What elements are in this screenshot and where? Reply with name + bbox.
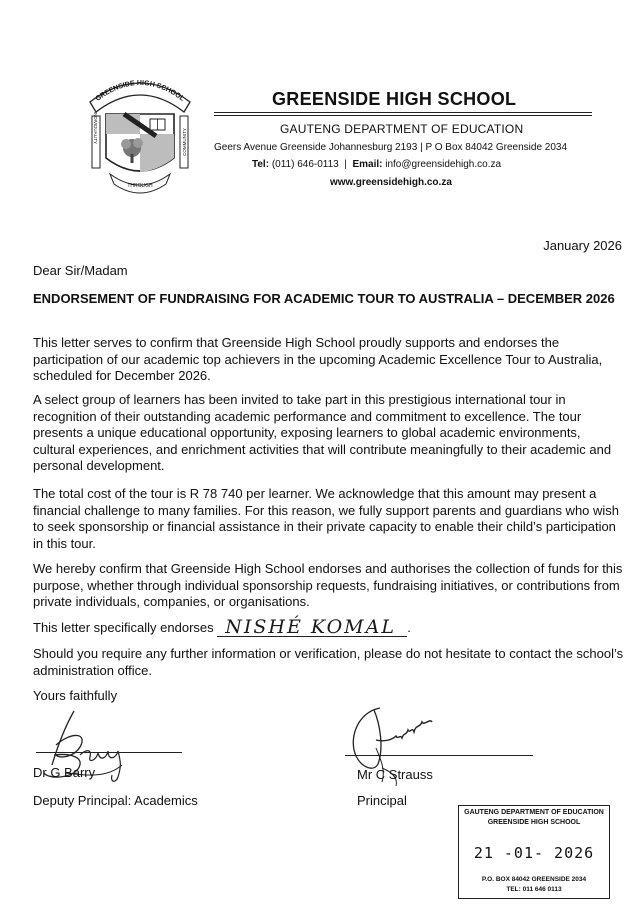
school-crest-logo xyxy=(84,72,196,202)
school-name-heading: GREENSIDE HIGH SCHOOL xyxy=(272,89,517,109)
endorse-suffix: . xyxy=(407,620,411,635)
letter-subject: ENDORSEMENT OF FUNDRAISING FOR ACADEMIC TOUR TO AUSTRALIA – DECEMBER 2026 xyxy=(33,291,615,306)
letterhead-rule xyxy=(214,112,592,113)
closing: Yours faithfully xyxy=(33,688,118,703)
email-label: Email: xyxy=(352,159,383,170)
crest-right-motto: COMMUNITY xyxy=(182,128,187,156)
department-name: GAUTENG DEPARTMENT OF EDUCATION xyxy=(280,122,524,136)
endorsed-learner-name: NISHÉ KOMAL xyxy=(225,616,396,638)
tel-label: Tel: xyxy=(252,159,270,170)
signatory-2-title: Principal xyxy=(357,793,407,808)
stamp-date: 21 -01- 2026 xyxy=(473,844,595,862)
email-address: info@greensidehigh.co.za xyxy=(385,159,502,170)
letter-date: January 2026 xyxy=(543,238,622,253)
stamp-telephone: TEL: 011 646 0113 xyxy=(506,886,562,893)
crest-left-motto: INDIVIDUALITY xyxy=(93,111,98,145)
signatory-1-title: Deputy Principal: Academics xyxy=(33,793,198,808)
stamp-postal-address: P.O. BOX 84042 GREENSIDE 2034 xyxy=(481,876,587,883)
paragraph-1: This letter serves to confirm that Greenside High School proudly supports and endorses the participation of our academic top achievers in the upcoming Academic Excellence Tour to Australia, scheduled for December 2026. xyxy=(33,335,603,383)
paragraph-5: Should you require any further information or verification, please do not hesitate to contact the school’s administration office. xyxy=(33,646,624,678)
school-address: Geers Avenue Greenside Johannesburg 2193 | P O Box 84042 Greenside 2034 xyxy=(214,142,568,153)
contact-line xyxy=(252,159,501,170)
stamp-department: GAUTENG DEPARTMENT OF EDUCATION xyxy=(464,809,604,816)
official-stamp xyxy=(458,805,610,899)
paragraph-3: The total cost of the tour is R 78 740 per learner. We acknowledge that this amount may present a financial challenge to many families. For this reason, we fully support parents and guardians who wish to seek sponsorship or financial assistance in their private capacity to enable their child’s participation in this tour. xyxy=(33,486,620,551)
endorsed-name-blank xyxy=(217,616,407,638)
crest-bottom-motto: THROUGH xyxy=(127,183,153,189)
tel-number: (011) 646-0113 xyxy=(271,159,339,170)
signatory-2-name: Mr C Strauss xyxy=(357,767,433,782)
letterhead-rule-thin xyxy=(214,115,592,116)
school-website: www.greensidehigh.co.za xyxy=(330,177,452,188)
signatory-1-name: Dr G Barry xyxy=(33,765,96,780)
paragraph-2: A select group of learners has been invited to take part in this prestigious international tour in recognition of their outstanding academic performance and commitment to excellence. The tour presents a unique educational opportunity, exposing learners to global academic environments, cultural experiences, and enrichment activities that will contribute meaningfully to their academic and personal development. xyxy=(33,392,612,473)
signature-line-1 xyxy=(36,752,182,753)
contact-divider: | xyxy=(341,159,350,170)
crest-banner-text: GREENSIDE HIGH SCHOOL xyxy=(94,79,186,103)
paragraph-4: We hereby confirm that Greenside High School endorses and authorises the collection of funds for this purpose, whether through individual sponsorship requests, fundraising initiatives, or contributions from private individuals, companies, or organisations. xyxy=(33,561,623,609)
salutation: Dear Sir/Madam xyxy=(33,263,128,278)
stamp-school: GREENSIDE HIGH SCHOOL xyxy=(487,819,581,826)
endorsement-line xyxy=(33,616,625,638)
endorse-prefix: This letter specifically endorses xyxy=(33,620,214,635)
signature-line-2 xyxy=(345,755,533,756)
